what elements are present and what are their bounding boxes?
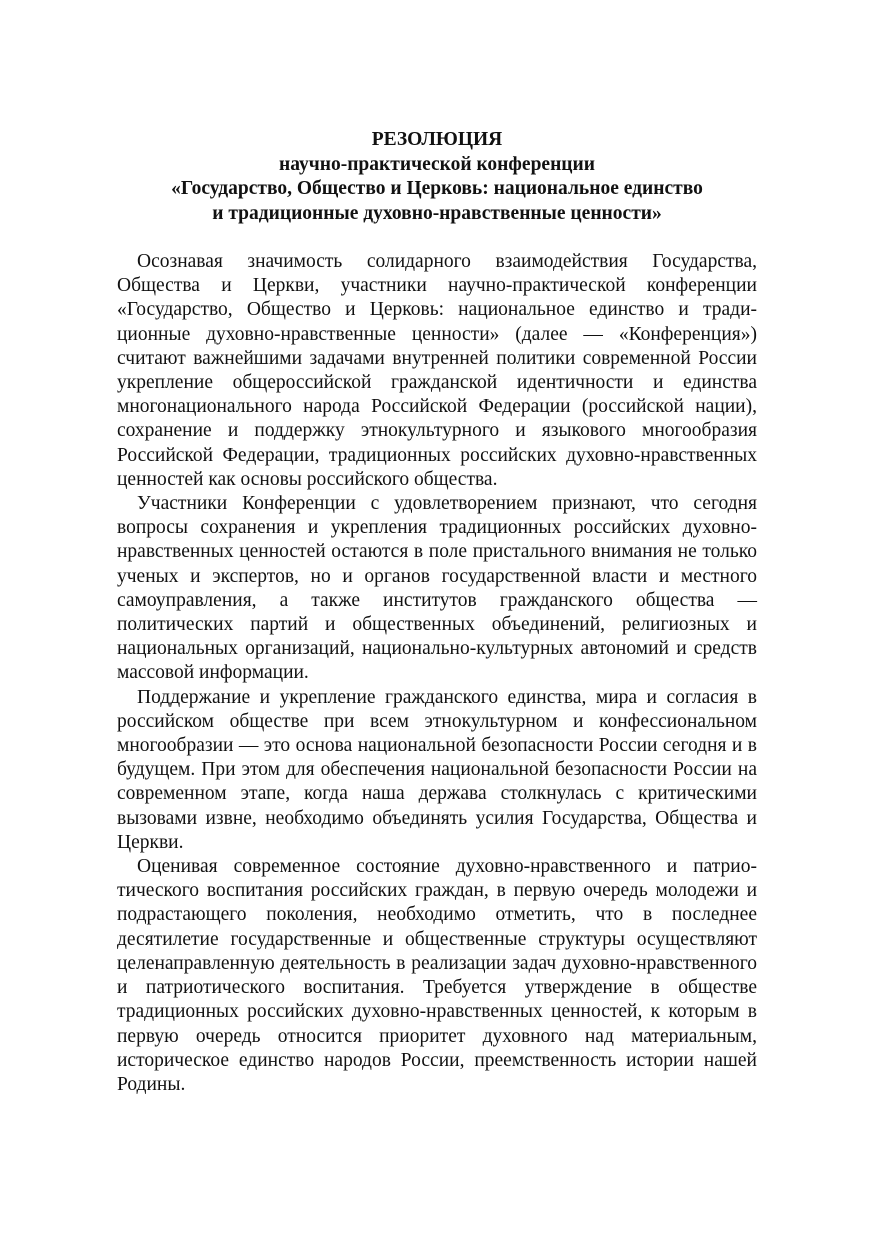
resolution-heading bbox=[117, 128, 757, 226]
document-page bbox=[117, 128, 757, 1097]
resolution-body bbox=[117, 250, 757, 1097]
paragraph-3: Поддержание и укрепление гражданского единства, мира и согласия в российском обществе при всем этнокультурном и конфессиональном многообразии — это основа национальной безопасности России сегодня и в будущем. При этом для обеспечения национальной безопасности России на современном этапе, когда наша держава столкнулась с критическими вызовами извне, необходимо объединять усилия Государства, Общества и Церкви. bbox=[117, 686, 757, 853]
resolution-subtitle: научно-практической конференции bbox=[278, 153, 596, 175]
paragraph-1: Осознавая значимость солидарного взаимодействия Государства, Общества и Церкви, участники научно-практической конференции «Государство, Общество и Церковь: национальное единство и традиционные духовно-нравственные ценности» (далее — «Конференция») считают важнейшими задачами внутренней политики современной России укрепление общероссийской гражданской идентичности и единства многонационального народа Российской Федерации (российской нации), сохранение и поддержку этнокультурного и языкового многообразия Российской Федерации, традиционных российских духовно-нравственных ценностей как основы российского общества. bbox=[117, 251, 757, 490]
resolution-title: РЕЗОЛЮЦИЯ bbox=[371, 129, 503, 150]
conference-name-line-2: и традиционные духовно-нравственные ценности» bbox=[212, 202, 662, 224]
conference-name-line-1: «Государство, Общество и Церковь: национальное единство bbox=[171, 178, 703, 199]
paragraph-2: Участники Конференции с удовлетворением признают, что сегодня вопросы сохранения и укрепления традиционных российских духовно-нравственных ценностей остаются в поле пристального внимания не только ученых и экспертов, но и органов государственной власти и местного самоуправления, а также институтов гражданского общества — политических партий и общественных объединений, религиозных и национальных организаций, национально-культурных автономий и средств массовой информации. bbox=[117, 493, 757, 684]
paragraph-4: Оценивая современное состояние духовно-нравственного и патриотического воспитания российских граждан, в первую очередь молодежи и подрастающего поколения, необходимо отметить, что в последнее десятилетие государственные и общественные структуры осуществляют целенаправленную деятельность в реализации задач духовно-нравственного и патриотического воспитания. Требуется утверждение в обществе традиционных российских духовно-нравственных ценностей, к которым в первую очередь относится приоритет духовного над материальным, историческое единство народов России, преемственность истории нашей Родины. bbox=[117, 856, 757, 1095]
